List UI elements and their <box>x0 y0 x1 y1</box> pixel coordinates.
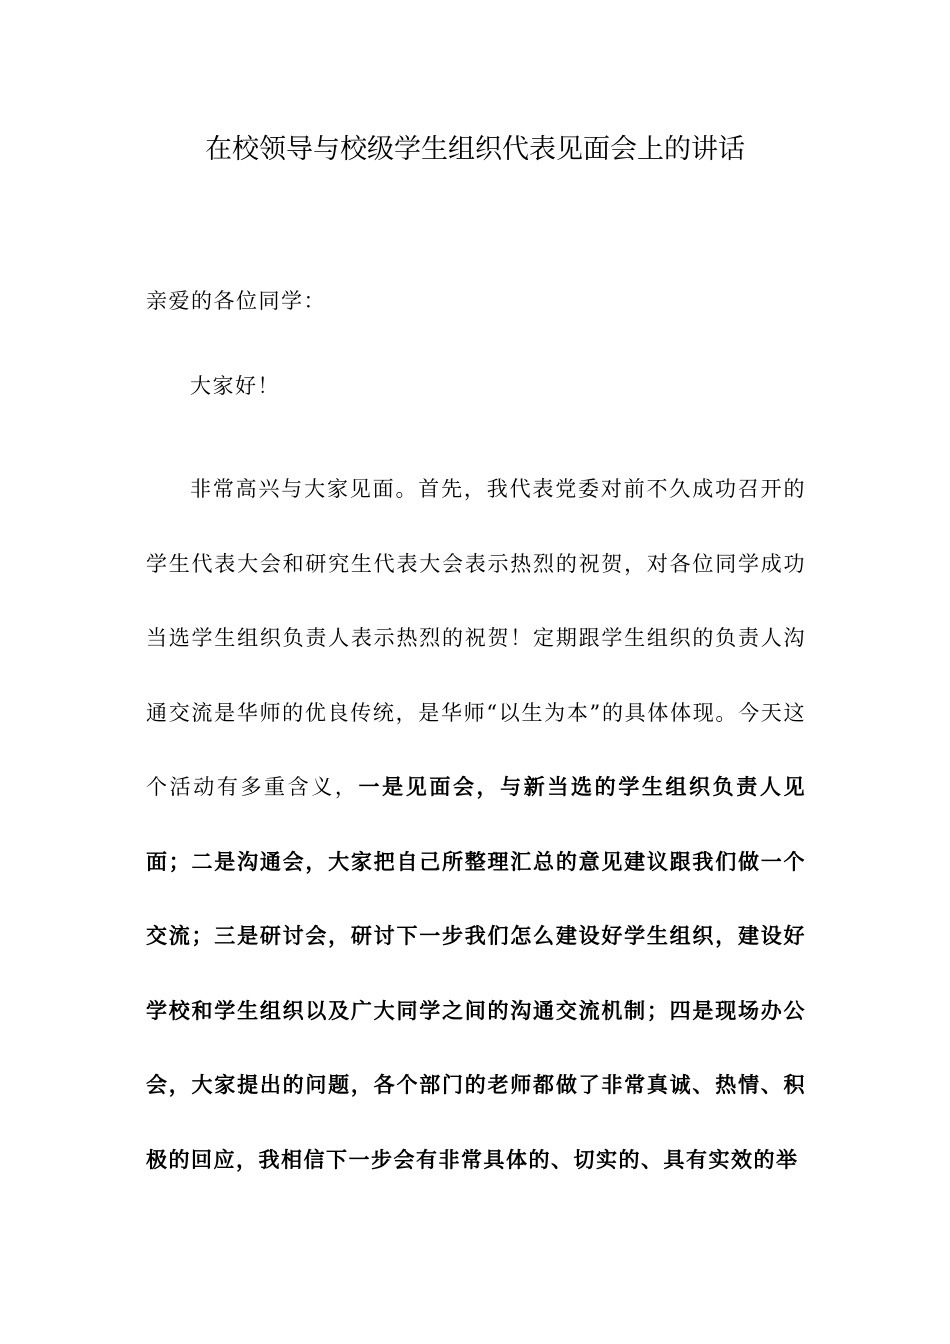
salutation: 亲爱的各位同学： <box>146 289 326 313</box>
speech-paragraph <box>146 452 806 1197</box>
document-title: 在校领导与校级学生组织代表见面会上的讲话 <box>205 134 745 165</box>
paragraph-bold-text: 一是见面会，与新当选的学生组织负责人见面；二是沟通会，大家把自己所整理汇总的意见建议跟我们做一个交流；三是研讨会，研讨下一步我们怎么建设好学生组织，建设好学校和学生组织以及广大同学之间的沟通交流机制；四是现场办公会，大家提出的问题，各个部门的老师都做了非常真诚、热情、积极的回应，我相信下一步会有非常具体的、切实的、具有实效的举 <box>146 774 806 1172</box>
greeting: 大家好！ <box>190 374 280 398</box>
paragraph-plain-text: 非常高兴与大家见面。首先，我代表党委对前不久成功召开的学生代表大会和研究生代表大会表示热烈的祝贺，对各位同学成功当选学生组织负责人表示热烈的祝贺！定期跟学生组织的负责人沟通交流是华师的优良传统，是华师“以生为本”的具体体现。今天这个活动有多重含义， <box>146 477 806 799</box>
